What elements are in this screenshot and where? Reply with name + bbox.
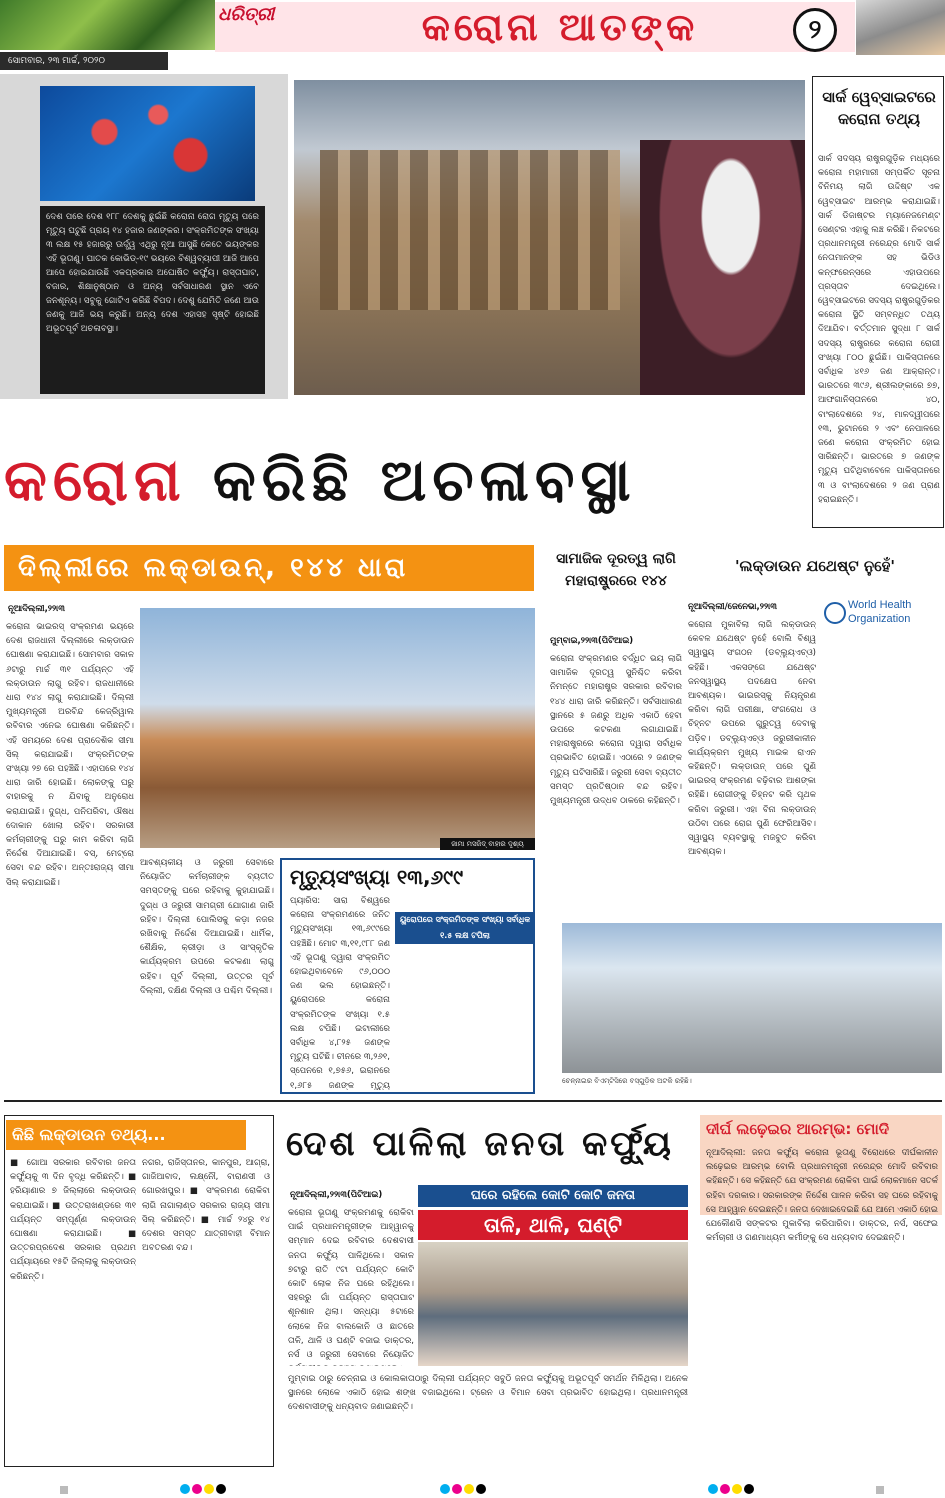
cmyk-black	[476, 1484, 486, 1494]
maharashtra-dateline: ମୁମ୍ବାଇ,୨୨ା୩(ପିଟିଆଇ)	[550, 636, 634, 646]
clapping-people-photo	[418, 1242, 688, 1366]
masked-person-photo	[640, 140, 805, 395]
facts-text-continued: ନଗର, ରାଜିସ୍ତାନର, କାନପୁର, ଆଗ୍ରା, ଗାଜିଆବାଦ, ଲକ୍ଷ୍ନୌ, ବାରାଣସୀ ଓ ଗୋରଖପୁର। ■ ସଂକ୍ରମଣ ରୋକିବା ଲାଗି ନାଗାଲାଣ୍ଡ ସରକାର ରାଜ୍ୟ ସୀମା ସିଲ୍ କରିଛନ୍ତି। ■ ମାର୍ଚ୍ଚ ୨୪ରୁ ୧୪ ଦେଶର ସମସ୍ତ ଯାତ୍ରୀବାହୀ ବିମାନ ଅବତରଣ ବନ୍ଦ।	[142, 1158, 270, 1254]
who-name-line1: World Health	[848, 599, 912, 611]
curfew-text-continued: ମୁମ୍ବାଇ ଠାରୁ ଚେନ୍ନାଇ ଓ କୋଲକାତାଠାରୁ ଦିଲ୍ଲୀ ପର୍ଯ୍ୟନ୍ତ ସବୁଠି ଜନତା କର୍ଫ୍ୟୁକୁ ଅଭୂତପୂର୍ବ ସମର୍ଥନ ମିଳିଥିଲା। ଅନେକ ସ୍ଥାନରେ ଲୋକେ ଏକାଠି ହୋଇ ଶଙ୍ଖ ବଜାଇଥିଲେ। ଟ୍ରେନ ଓ ବିମାନ ସେବା ପ୍ରଭାବିତ ହୋଇଥିଲା। ପ୍ରଧାନମନ୍ତ୍ରୀ ଦେଶବାସୀଙ୍କୁ ଧନ୍ୟବାଦ ଜଣାଇଛନ୍ତି।	[288, 1374, 688, 1413]
delhi-banner: ଦିଲ୍ଲୀରେ ଲକ୍‌ଡାଉନ୍, ୧୪୪ ଧାରା	[4, 545, 534, 591]
europe-callout: ୟୁରୋପରେ ସଂକ୍ରମିତଙ୍କ ସଂଖ୍ୟା ସର୍ବାଧିକ ୧.୫ ଲକ୍ଷ ଟପିଲା	[395, 912, 535, 944]
cmyk-cyan	[440, 1484, 450, 1494]
delhi-dateline: ନୂଆଦିଲ୍ଲୀ,୨୨ା୩	[8, 604, 65, 614]
delhi-text-continued: ଆବଶ୍ୟକୀୟ ଓ ଜରୁରୀ ସେବାରେ ନିୟୋଜିତ କର୍ମଚାରୀଙ୍କ ବ୍ୟତୀତ ସମସ୍ତଙ୍କୁ ଘରେ ରହିବାକୁ କୁହାଯାଇଛି। ଦୁଗ୍ଧ ଓ ଜରୁରୀ ସାମଗ୍ରୀ ଯୋଗାଣ ଜାରି ରହିବ। ଦିଲ୍ଲୀ ପୋଲିସକୁ କଡ଼ା ନଜର ରଖିବାକୁ ନିର୍ଦ୍ଦେଶ ଦିଆଯାଇଛି। ଧାର୍ମିକ, ଶୈକ୍ଷିକ, କ୍ରୀଡ଼ା ଓ ସାଂସ୍କୃତିକ କାର୍ଯ୍ୟକ୍ରମ ଉପରେ କଟକଣା ଲାଗୁ ରହିବ। ପୂର୍ବ ଦିଲ୍ଲୀ, ଉତ୍ତର ପୂର୍ବ ଦିଲ୍ଲୀ, ଦକ୍ଷିଣ ଦିଲ୍ଲୀ ଓ ପଶ୍ଚିମ ଦିଲ୍ଲୀ।	[140, 858, 274, 996]
clap-banner: ତାଳି, ଥାଳି, ଘଣ୍ଟି	[418, 1210, 688, 1240]
lockdown-dateline: ନୂଆଦିଲ୍ଲୀ/ଜେନେଭା,୨୨ା୩	[688, 602, 777, 612]
section-divider	[4, 1100, 942, 1102]
intro-text: ଦେଶ ପରେ ଦେଶ ୧୮୮ ଦେଶକୁ ଛୁଇଁଛି କରୋନା ରୋଗ ମୃତ୍ୟୁ ପରେ ମୃତ୍ୟୁ ଘଟୁଛି ପ୍ରାୟ ୧୪ ହଜାର ଜଣଙ୍କର। ସଂକ୍ରମିତଙ୍କ ସଂଖ୍ୟା ୩ ଲକ୍ଷ ୧୫ ହଜାରରୁ ଊର୍ଦ୍ଧ୍ୱ ଏଥିରୁ ନୂଆ ଆସୁଛି କେତେ ଭୟଙ୍କର ଏହି ଭୂତାଣୁ। ଘାତକ କୋଭିଡ୍-୧୯ ଭୟରେ ବିଶ୍ୱବ୍ୟାପୀ ଆଜି ଆପେ ଆପେ ହୋଇଯାଉଛି ଏକପ୍ରକାର ଅଘୋଷିତ କର୍ଫ୍ୟୁ। ରାସ୍ତାଘାଟ, ବଜାର, ଶିକ୍ଷାନୁଷ୍ଠାନ ଓ ଅନ୍ୟ ସର୍ବସାଧାରଣ ସ୍ଥାନ ଏବେ ଜନଶୂନ୍ୟ। ସବୁକୁ ଗୋଟିଏ କରିଛି ବିପଦ। ଦେଶୁ ଯେମିତି ଜଣେ ଆଉ ଜଣକୁ ଆଜି ଭୟ କରୁଛି। ଅନ୍ୟ ଦେଶ ଏହାସହ ସୃଷ୍ଟି ହୋଇଛି ଅଭୂତପୂର୍ବ ଅଚଳାବସ୍ଥା।	[40, 206, 265, 394]
cmyk-black	[216, 1484, 226, 1494]
maharashtra-text: କରୋନା ସଂକ୍ରମଣର ବର୍ଦ୍ଧିତ ଭୟ ଲାଗି ସାମାଜିକ ଦୂରତ୍ୱ ସୁନିଶ୍ଚିତ କରିବା ନିମନ୍ତେ ମହାରାଷ୍ଟ୍ର ସରକାର ରବିବାର ୧୪୪ ଧାରା ଜାରି କରିଛନ୍ତି। ସର୍ବସାଧାରଣ ସ୍ଥାନରେ ୫ ଜଣରୁ ଅଧିକ ଏକାଠି ହେବା ଉପରେ କଟକଣା ଲଗାଯାଇଛି। ମହାରାଷ୍ଟ୍ରରେ କରୋନା ଦ୍ୱାରା ସର୍ବାଧିକ ପ୍ରଭାବିତ ହୋଇଛି। ଏଠାରେ ୨ ଜଣଙ୍କ ମୃତ୍ୟୁ ଘଟିସାରିଛି। ଜରୁରୀ ସେବା ବ୍ୟତୀତ ସମସ୍ତ ପ୍ରତିଷ୍ଠାନ ବନ୍ଦ ରହିବ। ମୁଖ୍ୟମନ୍ତ୍ରୀ ଉଦ୍ଧବ ଠାକରେ କହିଛନ୍ତି।	[550, 654, 682, 807]
masked-people-photo	[856, 0, 945, 55]
headline-red: କରୋନା	[4, 446, 187, 514]
stay-home-banner: ଘରେ ରହିଲେ କୋଟି କୋଟି ଜନତା	[418, 1185, 688, 1207]
curfew-headline: ଦେଶ ପାଳିଲା ଜନତା କର୍ଫ୍ୟୁ	[286, 1124, 674, 1164]
cmyk-magenta	[720, 1484, 730, 1494]
cmyk-yellow	[464, 1484, 474, 1494]
cmyk-cyan	[180, 1484, 190, 1494]
page-number: ୨	[793, 8, 837, 52]
death-toll-text: ପ୍ୟାରିସ: ସାରା ବିଶ୍ୱରେ କରୋନା ସଂକ୍ରମଣରେ ଜନିତ ମୃତ୍ୟୁସଂଖ୍ୟା ୧୩,୬୯୯ରେ ପହଞ୍ଚିଛି। ମୋଟ ୩,୧୧,୯୮୮ ଜଣ ଏହି ଭୂତାଣୁ ଦ୍ୱାରା ସଂକ୍ରମିତ ହୋଇଥିବାବେଳେ ୯୬,୦୦୦ ଜଣ ଭଲ ହୋଇଛନ୍ତି। ୟୁରୋପରେ କରୋନା ସଂକ୍ରମିତଙ୍କ ସଂଖ୍ୟା ୧.୫ ଲକ୍ଷ ଟପିଛି। ଇଟାଲୀରେ ସର୍ବାଧିକ ୪,୮୨୫ ଜଣଙ୍କ ମୃତ୍ୟୁ ଘଟିଛି। ଚୀନରେ ୩,୨୬୧, ସ୍ପେନରେ ୧,୭୫୬, ଇରାନରେ ୧,୬୮୫ ଜଣଙ୍କ ମୃତ୍ୟୁ	[290, 896, 390, 1090]
who-name-line2: Organization	[848, 613, 911, 625]
parked-buses-photo	[562, 923, 942, 1073]
cmyk-cyan	[708, 1484, 718, 1494]
headline-black: କରିଛି ଅଚଳାବସ୍ଥା	[212, 446, 637, 514]
saarc-text: ସାର୍କ ସଦସ୍ୟ ରାଷ୍ଟ୍ରଗୁଡ଼ିକ ମଧ୍ୟରେ କରୋନା ମହାମାରୀ ସମ୍ପର୍କିତ ସୂଚନା ବିନିମୟ ଲାଗି ଉଦ୍ଦିଷ୍ଟ ଏକ ୱେବ୍‌ସାଇଟ ଆରମ୍ଭ କରାଯାଇଛି। ସାର୍କ ଡିଜାଷ୍ଟର ମ୍ୟାନେଜମେଣ୍ଟ ସେଣ୍ଟର ଏହାକୁ ଲଞ୍ଚ କରିଛି। ନିକଟରେ ପ୍ରଧାନମନ୍ତ୍ରୀ ନରେନ୍ଦ୍ର ମୋଦି ସାର୍କ ନେତାମାନଙ୍କ ସହ ଭିଡିଓ କନ୍‌ଫରେନ୍ସରେ ଏହାଉପରେ ପ୍ରସ୍ତାବ ଦେଇଥିଲେ। ୱେବ୍‌ସାଇଟରେ ସଦସ୍ୟ ରାଷ୍ଟ୍ରଗୁଡ଼ିକର କରୋନା ସ୍ଥିତି ସମ୍ବନ୍ଧିତ ତଥ୍ୟ ଦିଆଯିବ। ବର୍ତ୍ତମାନ ସୁଦ୍ଧା ୮ ସାର୍କ ସଦସ୍ୟ ରାଷ୍ଟ୍ରରେ କରୋନା ରୋଗୀ ସଂଖ୍ୟା ୮୦୦ ଛୁଇଁଛି। ପାକିସ୍ତାନରେ ସର୍ବାଧିକ ୪୧୬ ଜଣ ଆକ୍ରାନ୍ତ। ଭାରତରେ ୩୯୬, ଶ୍ରୀଲଙ୍କାରେ ୭୭, ଆଫଗାନିସ୍ତାନରେ ୪୦, ବାଂଲାଦେଶରେ ୨୪, ମାଳଦ୍ୱୀପରେ ୧୩, ଭୁଟାନରେ ୨ ଏବଂ ନେପାଳରେ ଜଣେ କରୋନା ସଂକ୍ରମିତ ହୋଇ ସାରିଛନ୍ତି। ଭାରତରେ ୭ ଜଣଙ୍କ ମୃତ୍ୟୁ ଘଟିଥିବାବେଳେ ପାକିସ୍ତାନରେ ୩ ଓ ବାଂଲାଦେଶରେ ୨ ଜଣ ପ୍ରାଣ ହରାଇଛନ୍ତି।	[818, 154, 940, 505]
lockdown-text: କରୋନା ମୁକାବିଲା ଲାଗି ଲକ୍‌ଡାଉନ୍ କେବଳ ଯଥେଷ୍ଟ ନୁହେଁ ବୋଲି ବିଶ୍ୱ ସ୍ୱାସ୍ଥ୍ୟ ସଂଗଠନ (ଡବ୍ଲ୍ୟୁଏଚ୍‌ଓ) କହିଛି। ଏକସଙ୍ଗେ ଯଥେଷ୍ଟ ଜନସ୍ୱାସ୍ଥ୍ୟ ପଦକ୍ଷେପ ନେବା ଆବଶ୍ୟକ। ଭାଇରସ୍‌କୁ ନିୟନ୍ତ୍ରଣ କରିବା ଲାଗି ପରୀକ୍ଷା, ସଂଗରୋଧ ଓ ଚିହ୍ନଟ ଉପରେ ଗୁରୁତ୍ୱ ଦେବାକୁ ପଡ଼ିବ। ଡବ୍ଲ୍ୟୁଏଚ୍‌ଓ ଜରୁରୀକାଳୀନ କାର୍ଯ୍ୟକ୍ରମ ମୁଖ୍ୟ ମାଇକ ରାଏନ କହିଛନ୍ତି। ଲକ୍‌ଡାଉନ୍ ପରେ ପୁଣି ଭାଇରସ୍ ସଂକ୍ରମଣ ବଢ଼ିବାର ଆଶଙ୍କା ରହିଛି। ରୋଗୀଙ୍କୁ ଚିହ୍ନଟ କରି ପୃଥକ କରିବା ଜରୁରୀ। ଏହା ବିନା ଲକ୍‌ଡାଉନ୍ ଉଠିବା ପରେ ରୋଗ ପୁଣି ଫେରିଆସିବ। ସ୍ୱାସ୍ଥ୍ୟ ବ୍ୟବସ୍ଥାକୁ ମଜବୁତ କରିବା ଆବଶ୍ୟକ।	[688, 620, 816, 858]
main-headline	[4, 430, 804, 530]
lockdown-quote-headline: 'ଲକ୍‌ଡାଉନ ଯଥେଷ୍ଟ ନୁହେଁ'	[734, 557, 896, 575]
bus-caption: ଚେନ୍ନାଇର ବିଏମ୍‌ଟିସିରେ ବସ୍‌ଗୁଡ଼ିକ ଅଟକି ରହିଛି।	[562, 1077, 692, 1085]
section-title: କରୋନା ଆତଙ୍କ	[421, 5, 699, 49]
cmyk-black	[744, 1484, 754, 1494]
mosque-caption: ଜାମା ମସଜିଦ୍ ବାହାର ଦୃଶ୍ୟ	[440, 838, 535, 850]
facts-text: ■ ଗୋଆ ସରକାର ରବିବାର ଜନତା କର୍ଫ୍ୟୁକୁ ୩ ଦିନ ବୃଦ୍ଧି କରିଛନ୍ତି। ■ ହରିୟାଣାର ୭ ଜିଲ୍ଲାରେ ଲକ୍‌ଡାଉନ୍ କରାଯାଇଛି। ■ ଉତ୍ତରାଖଣ୍ଡରେ ୩୧ ପର୍ଯ୍ୟନ୍ତ ସମ୍ପୂର୍ଣ୍ଣ ଲକ୍‌ଡାଉନ୍ ଘୋଷଣା କରାଯାଇଛି। ■ ଉତ୍ତରପ୍ରଦେଶ ସରକାର ପ୍ରଥମ ପର୍ଯ୍ୟାୟରେ ୧୫ଟି ଜିଲ୍ଲାକୁ ଲକ୍‌ଡାଉନ୍ କରିଛନ୍ତି।	[10, 1158, 136, 1282]
delhi-text: କରୋନା ଭାଇରସ୍ ସଂକ୍ରମଣ ଭୟରେ ଦେଶ ରାଜଧାନୀ ଦିଲ୍ଲୀରେ ଲକ୍‌ଡାଉନ ଘୋଷଣା କରାଯାଇଛି। ସୋମବାର ସକାଳ ୬ଟାରୁ ମାର୍ଚ୍ଚ ୩୧ ପର୍ଯ୍ୟନ୍ତ ଏହି ଲକ୍‌ଡାଉନ ଲାଗୁ ରହିବ। ରାଜଧାନୀରେ ଧାରା ୧୪୪ ଲାଗୁ କରାଯାଇଛି। ଦିଲ୍ଲୀ ମୁଖ୍ୟମନ୍ତ୍ରୀ ଅରବିନ୍ଦ କେଜ୍ରିୱାଲ ରବିବାର ଏନେଇ ଘୋଷଣା କରିଛନ୍ତି। ଏହି ସମୟରେ ଦେଶ ପ୍ରାଦେଶିକ ସୀମା ସିଲ୍ କରାଯାଇଛି। ସଂକ୍ରମିତଙ୍କ ସଂଖ୍ୟା ୨୭ ରେ ପହଞ୍ଚିଛି। ଏହାପରେ ୧୪୪ ଧାରା ଜାରି ହୋଇଛି। ଲୋକଙ୍କୁ ଘରୁ ବାହାରକୁ ନ ଯିବାକୁ ଅନୁରୋଧ କରାଯାଇଛି। ଦୁଗ୍ଧ, ପନିପରିବା, ଔଷଧ ଦୋକାନ ଖୋଲା ରହିବ। ସରକାରୀ କର୍ମଚାରୀଙ୍କୁ ଘରୁ କାମ କରିବା ଲାଗି ନିର୍ଦ୍ଦେଶ ଦିଆଯାଇଛି। ବସ୍, ମେଟ୍ରୋ ସେବା ବନ୍ଦ ରହିବ। ଅନ୍ତଃରାଜ୍ୟ ସୀମା ସିଲ୍ କରାଯାଇଛି।	[6, 622, 134, 888]
colosseum-arches	[320, 150, 620, 310]
masthead-leaf-art	[0, 0, 215, 50]
jama-masjid-photo	[140, 608, 535, 848]
print-mark	[876, 1486, 884, 1494]
cmyk-magenta	[452, 1484, 462, 1494]
print-mark	[60, 1486, 68, 1494]
paper-logo: ଧରିତ୍ରୀ	[218, 4, 275, 25]
death-toll-headline: ମୃତ୍ୟୁସଂଖ୍ୟା ୧୩,୬୯୯	[290, 865, 464, 889]
facts-headline: କିଛି ଲକ୍‌ଡାଉନ ତଥ୍ୟ...	[6, 1120, 246, 1150]
who-logo	[822, 598, 940, 644]
cmyk-yellow	[204, 1484, 214, 1494]
cmyk-yellow	[732, 1484, 742, 1494]
maharashtra-headline: ସାମାଜିକ ଦୂରତ୍ୱ ଲାଗି ମହାରାଷ୍ଟ୍ରରେ ୧୪୪	[556, 551, 676, 589]
modi-text: ନୂଆଦିଲ୍ଲୀ: ଜନତା କର୍ଫ୍ୟୁ କରୋନା ଭୂତାଣୁ ବିରୋଧରେ ଦୀର୍ଘକାଳୀନ ଲଢ଼େଇର ଆରମ୍ଭ ବୋଲି ପ୍ରଧାନମନ୍ତ୍ରୀ ନରେନ୍ଦ୍ର ମୋଦି ରବିବାର କହିଛନ୍ତି। ସେ କହିଛନ୍ତି ଯେ ସଂକ୍ରମଣ ରୋକିବା ପାଇଁ ଲୋକମାନେ ସତର୍କ ରହିବା ଦରକାର। ସରକାରଙ୍କ ନିର୍ଦ୍ଦେଶ ପାଳନ କରିବା ସହ ଘରେ ରହିବାକୁ ସେ ଆହ୍ୱାନ ଦେଇଛନ୍ତି। ଜନତା ଦେଖାଇଦେଇଛି ଯେ ଆମେ ଏକାଠି ହୋଇ ଯେକୌଣସି ସଙ୍କଟର ମୁକାବିଲା କରିପାରିବା। ଡାକ୍ତର, ନର୍ସ, ସଫେଇ କର୍ମଚାରୀ ଓ ଗଣମାଧ୍ୟମ କର୍ମୀଙ୍କୁ ସେ ଧନ୍ୟବାଦ ଦେଇଛନ୍ତି।	[706, 1148, 938, 1244]
curfew-dateline: ନୂଆଦିଲ୍ଲୀ,୨୨ା୩(ପିଟିଆଇ)	[290, 1190, 383, 1200]
issue-date: ସୋମବାର, ୨୩ ମାର୍ଚ୍ଚ, ୨୦୨୦	[0, 52, 168, 70]
modi-headline: ଦୀର୍ଘ ଲଢ଼େଇର ଆରମ୍ଭ: ମୋଦି	[706, 1120, 890, 1138]
virus-illustration	[40, 86, 255, 201]
cmyk-magenta	[192, 1484, 202, 1494]
curfew-text: କରୋନା ଭୂତାଣୁ ସଂକ୍ରମଣକୁ ରୋକିବା ପାଇଁ ପ୍ରଧାନମନ୍ତ୍ରୀଙ୍କ ଆହ୍ୱାନକୁ ସମ୍ମାନ ଦେଇ ରବିବାର ଦେଶବାସୀ ଜନତା କର୍ଫ୍ୟୁ ପାଳିଥିଲେ। ସକାଳ ୭ଟାରୁ ରାତି ୯ଟା ପର୍ଯ୍ୟନ୍ତ କୋଟି କୋଟି ଲୋକ ନିଜ ଘରେ ରହିଥିଲେ। ସହରରୁ ଗାଁ ପର୍ଯ୍ୟନ୍ତ ରାସ୍ତାଘାଟ ଶୂନଶାନ ଥିଲା। ସନ୍ଧ୍ୟା ୫ଟାରେ ଲୋକେ ନିଜ ବାଲକୋନି ଓ ଛାତରେ ତାଳି, ଥାଳି ଓ ଘଣ୍ଟି ବଜାଇ ଡାକ୍ତର, ନର୍ସ ଓ ଜରୁରୀ ସେବାରେ ନିୟୋଜିତ	[288, 1208, 414, 1361]
saarc-title: ସାର୍କ ୱେବ୍‌ସାଇଟରେ କରୋନା ତଥ୍ୟ	[822, 88, 936, 128]
